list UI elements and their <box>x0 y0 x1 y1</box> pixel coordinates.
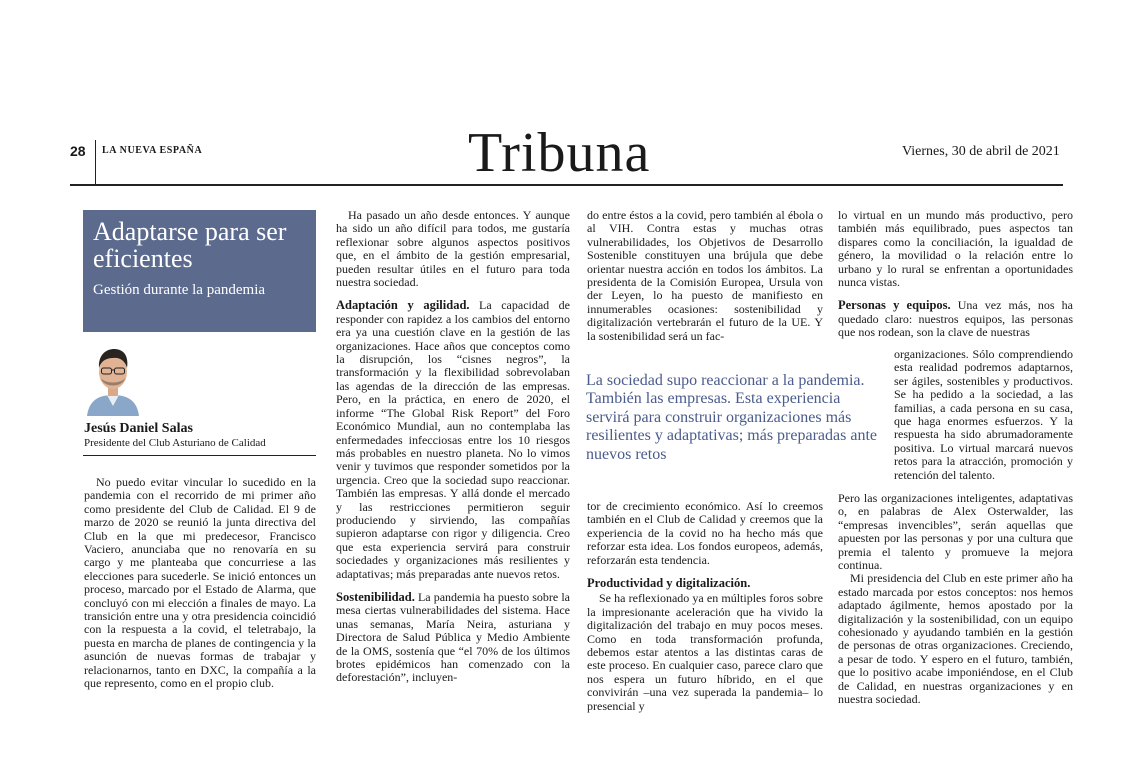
subheading: Productividad y digitalización. <box>587 576 751 591</box>
section-title: Tribuna <box>468 122 651 184</box>
headline-box <box>83 210 316 332</box>
paragraph: Pero las organizaciones inteligentes, adaptativas o, en palabras de Alex Osterwalder, las “empresas invencibles”, serán aquellas que apuesten por las personas y por una cultura que premia el talento y promueve la mejora continua. <box>838 491 1073 573</box>
paragraph-text: La capacidad de responder con rapidez a los cambios del entorno era ya una cuestión clave en la gestión de las organizaciones. Hace años que conceptos como la disrupción, los “cisnes negros”, la transformación y la flexibilidad sobrevolaban las agendas de la dirección de las empresas. Pero, en la práctica, en enero de 2020, el informe “The Global Risk Report” del Foro Económico Mundial, aun no contemplaba las enfermedades infecciosas entre los 10 riesgos más probables en nuestro planeta. No lo vimos venir y tuvimos que responder sometidos por la urgencia. Creo que la sociedad supo reaccionar. También las empresas. Y allá donde el mercado y las restricciones permitieron seguir produciendo y sirviendo, las compañías supieron adaptarse con rigor y diligencia. Creo que esta experiencia servirá para construir sociedades y organizaciones más resilientes y adaptativas; más preparadas ante nuevos retos. <box>336 298 571 581</box>
issue-date: Viernes, 30 de abril de 2021 <box>902 144 1060 159</box>
subheading: Sostenibilidad. <box>336 589 415 604</box>
paragraph: tor de crecimiento económico. Así lo creemos también en el Club de Calidad y creemos que la experiencia de la covid no ha hecho más que reforzar esta idea. Los fondos europeos, además, reforzarán esta tendencia. <box>587 499 823 567</box>
column-1 <box>84 476 316 691</box>
column-3-top <box>587 209 823 343</box>
paragraph-text: La pandemia ha puesto sobre la mesa ciertas vulnerabilidades del sistema. Hace unas semanas, María Neira, asturiana y Directora de Salud Pública y Medio Ambiente de la OMS, sostenía que “el 70% de los últimos brotes epidémicos han comenzado con la deforestación”, incluyen- <box>336 589 570 685</box>
paragraph <box>336 591 570 685</box>
page-number: 28 <box>70 143 86 159</box>
author-portrait <box>83 340 143 416</box>
column-4-bottom <box>838 492 1073 707</box>
column-4-wrap <box>838 348 1073 482</box>
paragraph: No puedo evitar vincular lo sucedido en la pandemia con el recorrido de mi primer año como presidente del Club de Calidad. El 9 de marzo de 2020 se reunió la junta directiva del Club en la que mi predecesor, Francisco Vaciero, anunciaba que no renovaría en su cargo y me planteaba que concurriese a las elecciones para sucederle. Se inició entonces un proceso, marcado por el Estado de Alarma, que concluyó con mi elección a finales de mayo. La transición entre una y otra presidencia coincidió con la respuesta a la covid, el teletrabajo, la puesta en marcha de planes de contingencia y la asunción de nuevas formas de trabajar y relacionarnos, tanto en DXC, la compañía a la que represento, como en el propio club. <box>84 475 316 691</box>
paragraph <box>838 299 1073 339</box>
paragraph: lo virtual en un mundo más productivo, pero también más equilibrado, pues aspectos tan dispares como la conciliación, la igualdad de género, la movilidad o la relación entre lo urbano y lo rural se enfrentan a oportunidades nunca vistas. <box>838 208 1073 290</box>
paragraph: Mi presidencia del Club en este primer año ha estado marcada por estos conceptos: nos hemos adaptado ágilmente, hemos apostado por la digitalización y la sostenibilidad, con un equipo cohesionado y ayudando también en la gestión de personas de otras organizaciones. Creciendo, a pesar de todo. Y espero en el futuro, también, que lo positivo acabe imponiéndose, en el Club de Calidad, en nuestras organizaciones y en nuestra sociedad. <box>838 571 1073 707</box>
subheading: Adaptación y agilidad. <box>336 298 470 313</box>
pull-quote: La sociedad supo reaccionar a la pandemia. También las empresas. Esta experiencia servirá para construir organizaciones más resilientes y adaptativas; más preparadas ante nuevos retos <box>586 372 877 463</box>
byline-rule <box>83 455 316 456</box>
column-2 <box>336 209 570 685</box>
header-divider <box>95 140 96 184</box>
column-4-top <box>838 209 1073 340</box>
column-3-bottom <box>587 500 823 713</box>
article-subhead: Gestión durante la pandemia <box>93 282 266 298</box>
paragraph: do entre éstos a la covid, pero también al ébola o al VIH. Contra estas y muchas otras vulnerabilidades, los Objetivos de Desarrollo Sostenible constituyen una brújula que debe orientar nuestra acción en todos los ámbitos. La presidenta de la Comisión Europea, Ursula von der Leyen, lo ha puesto de manifiesto en innumerables ocasiones: sostenibilidad y digitalización vertebrarán el futuro de la UE. Y la sostenibilidad será un fac- <box>587 208 823 343</box>
header-rule <box>70 184 1063 186</box>
paragraph: organizaciones. Sólo comprendiendo esta realidad podremos adaptarnos, ser ágiles, sostenibles y productivos. Se ha pedido a la sociedad, a las familias, a cada persona en su casa, que haga enormes esfuerzos. Y la respuesta ha sido abrumadoramente positiva. Lo virtual marcará nuevos retos para la atracción, promoción y retención del talento. <box>894 347 1073 482</box>
paragraph-text: Una vez más, nos ha quedado claro: nuestros equipos, las personas que nos rodean, son la clave de nuestras <box>838 298 1073 340</box>
author-name: Jesús Daniel Salas <box>84 421 193 436</box>
subheading: Personas y equipos. <box>838 298 951 313</box>
paragraph: Se ha reflexionado ya en múltiples foros sobre la impresionante aceleración que ha vivido la digitalización del trabajo en muy pocos meses. Como en toda transformación profunda, debemos estar atentos a las distintas caras de este proceso. En cualquier caso, parece claro que nos espera un futuro híbrido, en el que convivirán –una vez superada la pandemia– lo presencial y <box>587 591 823 713</box>
newspaper-name: LA NUEVA ESPAÑA <box>102 145 203 156</box>
paragraph <box>336 299 570 581</box>
paragraph: Ha pasado un año desde entonces. Y aunque ha sido un año difícil para todos, me gustaría reflexionar sobre algunos aspectos positivos que, en el ámbito de la gestión empresarial, pueden resultar útiles en el futuro para toda nuestra sociedad. <box>336 208 570 290</box>
author-role: Presidente del Club Asturiano de Calidad <box>84 437 266 449</box>
article-headline: Adaptarse para ser eficientes <box>93 217 287 273</box>
